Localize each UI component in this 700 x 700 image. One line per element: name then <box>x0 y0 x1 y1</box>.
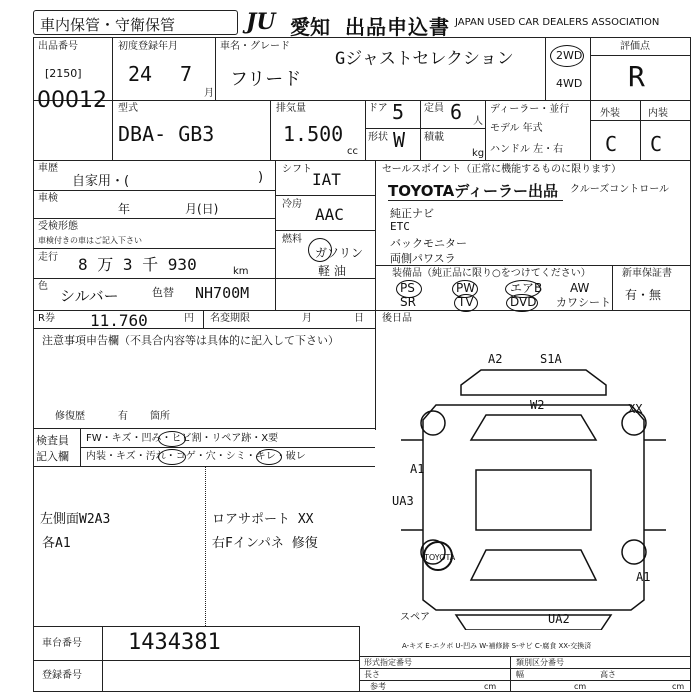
inspection-label: 車検 <box>38 193 58 204</box>
sales-item-0: クルーズコントロール <box>570 184 669 195</box>
disp-label: 排気量 <box>276 103 306 114</box>
inspection-year: 年 <box>118 202 131 216</box>
mission-label: シフト <box>282 164 312 175</box>
mileage-unit: km <box>233 266 249 277</box>
diag-mark-w2: W2 <box>530 398 545 412</box>
new-warranty-label: 新車保証書 <box>622 268 672 279</box>
remark-3: 右Fインパネ 修復 <box>212 536 318 551</box>
width-label: 幅 <box>516 670 524 679</box>
car-diagram <box>376 330 690 630</box>
name-change-month: 月 <box>302 313 312 324</box>
lot-label: 出品番号 <box>38 41 78 52</box>
diag-mark-ua2: UA2 <box>548 612 570 626</box>
grade: Gジャストセレクション <box>335 49 514 69</box>
diag-mark-s1a: S1A <box>540 352 562 366</box>
length-cm: cm <box>484 682 497 691</box>
reg-year: 24 <box>128 62 153 86</box>
class-number-label: 類別区分番号 <box>516 658 564 667</box>
length-ref: 参考 <box>370 682 386 691</box>
sales-item-2: ETC <box>390 220 410 233</box>
equip-circle-dvd <box>506 294 538 312</box>
type-label: 型式 <box>118 103 138 114</box>
grade-eval-value: R <box>628 60 645 93</box>
inspector-label-2: 記入欄 <box>36 450 69 463</box>
name-change-day: 日 <box>354 313 364 324</box>
exterior-value: C <box>605 132 618 156</box>
form-title: 出品申込書 <box>345 15 450 39</box>
inspector-interior-row: 内装・キズ・汚れ・コゲ・穴・シミ・キレ・破レ <box>86 451 306 462</box>
diag-mark-xx: XX <box>628 402 643 416</box>
fuel-circle <box>308 238 332 262</box>
svg-text:TOYOTA: TOYOTA <box>424 553 456 562</box>
fuel-label: 燃料 <box>282 234 302 245</box>
equip-aw: AW <box>570 281 590 295</box>
remark-1: 各A1 <box>42 536 71 551</box>
model-year-label: モデル 年式 <box>490 123 543 134</box>
form-number-label: 形式指定番号 <box>364 658 412 667</box>
color-code: NH700M <box>195 284 250 302</box>
sales-item-3: バックモニター <box>390 237 467 250</box>
storage-tag <box>33 10 238 35</box>
equip-circle-ps <box>396 280 422 298</box>
repair-place: 箇所 <box>150 411 170 422</box>
color-label: 色 <box>38 281 48 292</box>
width-cm: cm <box>574 682 587 691</box>
inspection-month: 月(日) <box>185 202 219 216</box>
interior-label: 内装 <box>648 108 668 119</box>
repair-value: 有 <box>118 411 128 422</box>
r-unit: 円 <box>184 313 194 324</box>
sales-item-4: 両側パワスラ <box>390 252 456 265</box>
equip-circle-tv <box>454 294 478 312</box>
load-unit: kg <box>472 148 485 159</box>
dealer-label: ディーラー・並行 <box>490 104 570 115</box>
inspector-fw-row: FW・キズ・凹み・ヒビ割・リペア跡・X要 <box>86 433 279 444</box>
drive-circle <box>550 45 584 67</box>
color-change-label: 色替 <box>152 286 174 299</box>
reg-number-label: 登録番号 <box>42 670 82 681</box>
history-close: ) <box>258 170 264 185</box>
model-label: 車名・グレード <box>220 41 290 52</box>
reg-month: 7 <box>180 62 193 86</box>
mark-circle-3 <box>256 449 282 465</box>
name-change-label: 名変期限 <box>210 313 250 324</box>
shape-value: W <box>393 128 406 152</box>
spare-label: スペア <box>400 612 430 623</box>
storage-tag-text: 車内保管・守衛保管 <box>40 16 176 34</box>
warranty-form-sub: 車検付きの車はご記入下さい <box>38 236 142 245</box>
mark-circle-2 <box>158 449 186 465</box>
ju-logo: JU <box>246 9 276 35</box>
shape-label: 形状 <box>368 132 388 143</box>
fuel-diesel: 軽 油 <box>318 264 346 278</box>
drive-2wd: 2WD <box>556 49 583 62</box>
history-value: 自家用・( <box>72 174 130 189</box>
sales-item-1: 純正ナビ <box>390 207 434 220</box>
color-value: シルバー <box>60 287 119 305</box>
disp-unit: cc <box>347 146 358 157</box>
door-value: 5 <box>392 100 405 124</box>
afterday-label: 後日品 <box>382 313 412 324</box>
type-value: DBA- GB3 <box>118 122 215 146</box>
diag-mark-a1-right: A1 <box>636 570 651 584</box>
diagram-legend: A-キズ E-エクボ U-凹み W-補修跡 S-サビ C-腐食 XX-交換済 <box>402 642 592 650</box>
cap-label: 定員 <box>424 103 444 114</box>
equip-label: 装備品（純正品に限り○をつけてください） <box>392 268 591 279</box>
equip-leather: カワシート <box>556 296 611 309</box>
fuel-gas: ガソリン <box>315 246 364 260</box>
load-label: 積載 <box>424 132 444 143</box>
drive-4wd: 4WD <box>556 77 583 90</box>
mission-value: IAT <box>312 170 341 189</box>
repair-label: 修復歴 <box>55 411 85 422</box>
equip-tv: TV <box>458 295 474 309</box>
equip-airbag: エアB <box>510 281 543 295</box>
grade-eval-label: 評価点 <box>620 41 650 52</box>
equip-sr: SR <box>400 295 416 309</box>
length-label: 長さ <box>364 670 380 679</box>
r-value: 11.760 <box>90 311 148 330</box>
equip-ps: PS <box>400 281 415 295</box>
interior-value: C <box>650 132 663 156</box>
disp-value: 1.500 <box>283 122 344 146</box>
chassis-value: 1434381 <box>128 630 221 655</box>
ac-label: 冷房 <box>282 199 302 210</box>
brand-name: 愛知 <box>290 15 330 39</box>
equip-dvd: DVD <box>510 295 537 309</box>
sales-label: セールスポイント（正常に機能するものに限ります） <box>382 164 622 175</box>
chassis-label: 車台番号 <box>42 638 82 649</box>
height-cm: cm <box>672 682 685 691</box>
sales-dealer: TOYOTAディーラー出品 <box>388 182 559 200</box>
door-label: ドア <box>368 103 388 114</box>
notes-label: 注意事項申告欄（不具合内容等は具体的に記入して下さい） <box>42 334 339 347</box>
cap-unit: 人 <box>473 116 483 127</box>
diag-mark-a1-left: A1 <box>410 462 425 476</box>
lot-code: [2150] <box>45 67 82 80</box>
car-name: フリード <box>230 69 302 90</box>
diag-mark-a2: A2 <box>488 352 503 366</box>
ac-value: AAC <box>315 205 344 224</box>
mileage-value: 8 万 3 千 930 <box>78 255 197 274</box>
mileage-label: 走行 <box>38 252 58 263</box>
remark-0: 左側面W2A3 <box>40 512 111 527</box>
reg-month-unit: 月 <box>204 88 214 99</box>
new-warranty-value: 有・無 <box>625 288 662 302</box>
history-label: 車歴 <box>38 163 58 174</box>
reg-label: 初度登録年月 <box>118 41 178 52</box>
exterior-label: 外装 <box>600 108 620 119</box>
diag-mark-ua3: UA3 <box>392 494 414 508</box>
r-label: R券 <box>38 313 55 324</box>
association-name: JAPAN USED CAR DEALERS ASSOCIATION <box>455 17 660 28</box>
mark-circle-1 <box>158 431 186 447</box>
handle-label: ハンドル 左・右 <box>490 144 564 155</box>
inspector-label-1: 検査員 <box>36 434 69 447</box>
remark-2: ロアサポート XX <box>212 512 314 527</box>
height-label: 高さ <box>600 670 616 679</box>
lot-number: 00012 <box>37 88 107 113</box>
warranty-form-label: 受検形態 <box>38 221 78 232</box>
cap-value: 6 <box>450 100 463 124</box>
equip-pw: PW <box>456 281 476 295</box>
